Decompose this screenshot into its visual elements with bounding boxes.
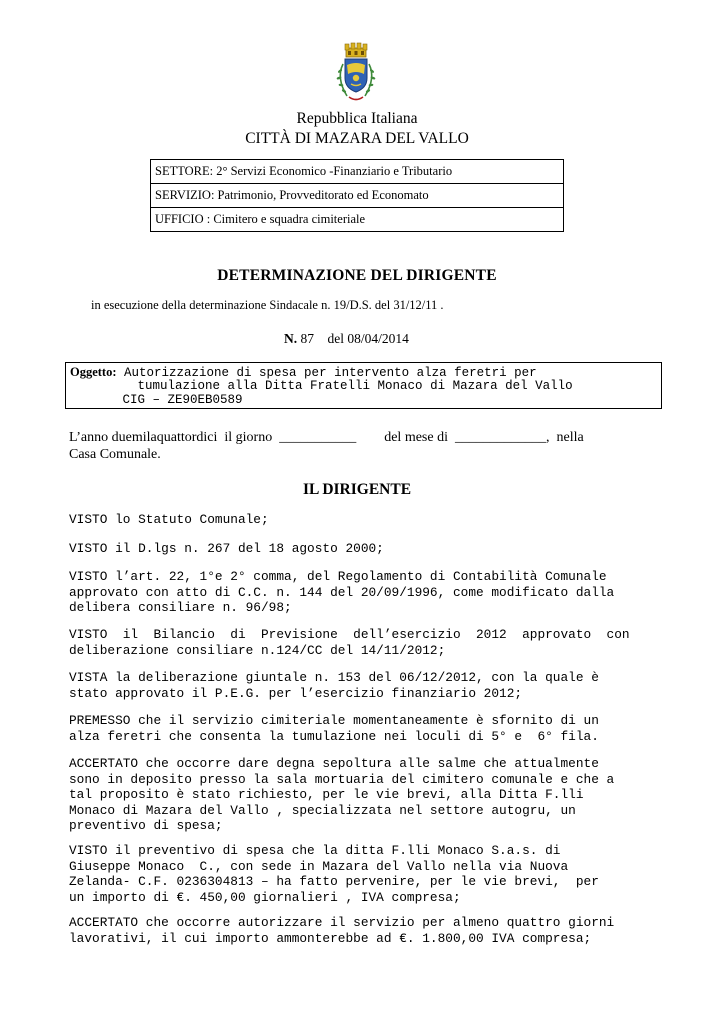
oggetto-line-2 (70, 379, 573, 393)
paragraph-accertato-sepoltura (69, 756, 647, 834)
determinazione-subtitle: in esecuzione della determinazione Sindacale n. 19/D.S. del 31/12/11 . (91, 298, 444, 312)
oggetto-box (65, 362, 662, 409)
text-line: VISTO l’art. 22, 1°e 2° comma, del Regolamento di Contabilità Comunale (69, 569, 607, 584)
paragraph-bilancio (69, 627, 647, 658)
paragraph-dlgs (69, 541, 647, 557)
servizio-row: SERVIZIO: Patrimonio, Provveditorato ed Economato (151, 184, 563, 208)
number-label: N. (284, 331, 298, 346)
paragraph-preventivo (69, 843, 647, 905)
text-line: VISTO il D.lgs n. 267 del 18 agosto 2000; (69, 541, 384, 556)
text-line: tal proposito è stato richiesto, per le vie brevi, alla Ditta F.lli (69, 787, 584, 803)
text-line: PREMESSO che il servizio cimiteriale momentaneamente è sfornito di un (69, 713, 599, 728)
oggetto-text-3: CIG – ZE90EB0589 (122, 393, 243, 407)
office-info-box (150, 159, 564, 232)
text-line: delibera consiliare n. 96/98; (69, 600, 292, 616)
text-line: VISTO lo Statuto Comunale; (69, 512, 269, 527)
dirigente-title: IL DIRIGENTE (302, 481, 412, 498)
settore-row: SETTORE: 2° Servizi Economico -Finanziario e Tributario (151, 160, 563, 184)
text-line: sono in deposito presso la sala mortuaria del cimitero comunale e che a (69, 771, 615, 787)
ufficio-row: UFFICIO : Cimitero e squadra cimiteriale (155, 212, 366, 226)
text-line: ACCERTATO che occorre dare degna sepoltura alle salme che attualmente (69, 756, 599, 771)
paragraph-statuto (69, 512, 647, 528)
republic-heading: Repubblica Italiana (296, 110, 418, 127)
number-value: 87 del 08/04/2014 (300, 331, 409, 346)
oggetto-label: Oggetto: (70, 365, 117, 379)
text-line: approvato con atto di C.C. n. 144 del 20/09/1996, come modificato dalla (69, 584, 615, 600)
text-line: lavorativi, il cui importo ammonterebbe ad €. 1.800,00 IVA compresa; (69, 930, 592, 946)
oggetto-line-3 (70, 393, 243, 407)
city-heading: CITTÀ DI MAZARA DEL VALLO (245, 130, 469, 147)
anno-paragraph (69, 429, 649, 463)
text-line: un importo di €. 450,00 giornalieri , IVA compresa; (69, 889, 461, 905)
anno-line-1: L’anno duemilaquattordici il giorno ___________ del mese di _____________, nella (69, 430, 584, 445)
text-line: deliberazione consiliare n.124/CC del 14/11/2012; (69, 642, 446, 658)
text-line: preventivo di spesa; (69, 818, 223, 834)
text-line: alza feretri che consenta la tumulazione nei loculi di 5° e 6° fila. (69, 728, 599, 744)
paragraph-regolamento (69, 569, 647, 616)
text-line: Monaco di Mazara del Vallo , specializzata nel settore autogru, un (69, 802, 576, 818)
paragraph-peg (69, 670, 647, 701)
text-line: Giuseppe Monaco C., con sede in Mazara del Vallo nella via Nuova (69, 858, 569, 874)
determinazione-title: DETERMINAZIONE DEL DIRIGENTE (217, 267, 497, 284)
coat-of-arms-icon (333, 40, 379, 106)
text-line: VISTO il preventivo di spesa che la ditta F.lli Monaco S.a.s. di (69, 843, 561, 858)
oggetto-line-1 (70, 365, 537, 380)
text-line: VISTO il Bilancio di Previsione dell’esercizio 2012 approvato con (69, 627, 630, 642)
text-line: stato approvato il P.E.G. per l’esercizio finanziario 2012; (69, 685, 523, 701)
paragraph-accertato-autorizzare (69, 915, 647, 946)
anno-line-2: Casa Comunale. (69, 447, 161, 462)
determinazione-number (284, 331, 409, 347)
text-line: ACCERTATO che occorre autorizzare il servizio per almeno quattro giorni (69, 915, 615, 930)
oggetto-text-1: Autorizzazione di spesa per intervento alza feretri per (124, 366, 537, 380)
paragraph-premesso (69, 713, 647, 744)
text-line: Zelanda- C.F. 0236304813 – ha fatto pervenire, per le vie brevi, per (69, 874, 599, 890)
text-line: VISTA la deliberazione giuntale n. 153 del 06/12/2012, con la quale è (69, 670, 599, 685)
oggetto-text-2: tumulazione alla Ditta Fratelli Monaco di Mazara del Vallo (137, 379, 573, 393)
